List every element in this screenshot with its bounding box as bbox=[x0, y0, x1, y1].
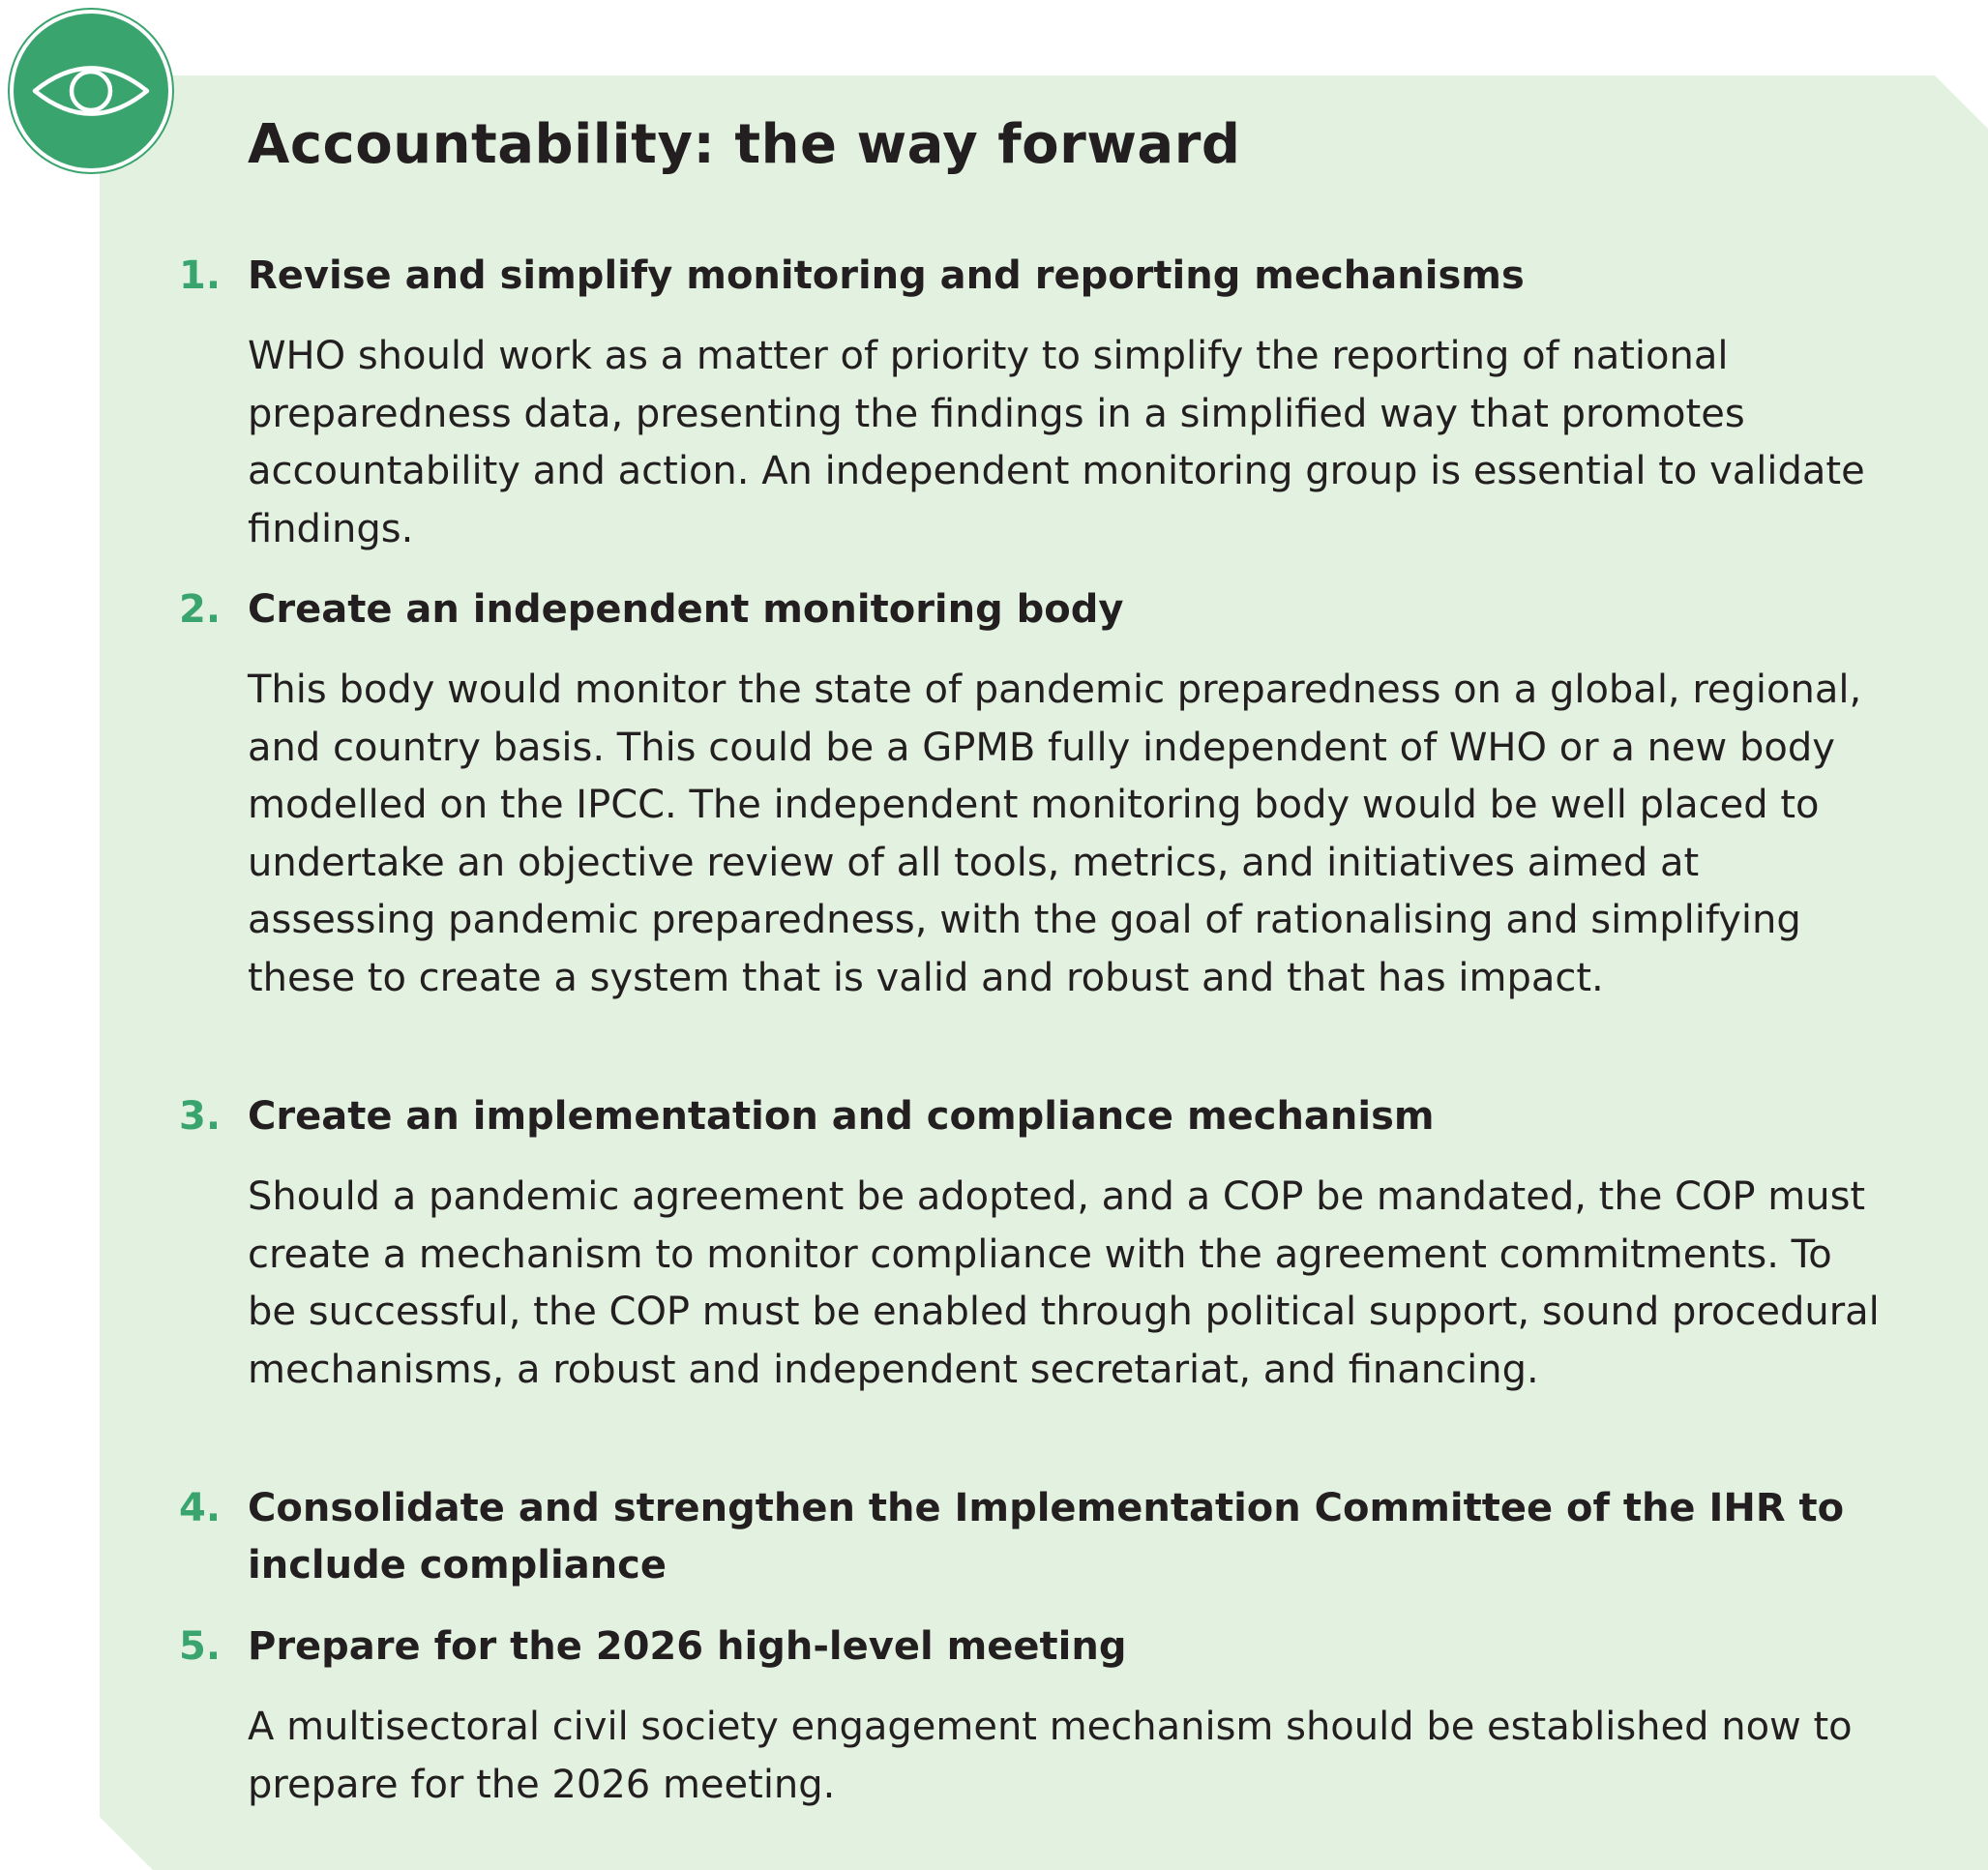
list-item-body bbox=[248, 662, 1892, 1007]
item-body-text: WHO should work as a matter of priority to simplify the reporting of national preparedness data, presenting the findings in a simplified way that promotes accountability and action. An independent monitoring group is essential to validate findings. bbox=[248, 334, 1865, 551]
list-item-heading bbox=[179, 581, 1920, 638]
item-number: 3. bbox=[179, 1094, 222, 1139]
item-number: 2. bbox=[179, 587, 222, 632]
item-body-text: Should a pandemic agreement be adopted, and a COP be mandated, the COP must create a mechanism to monitor compliance with the agreement commitments. To be successful, the COP must be enabled through political support, sound procedural mechanisms, a robust and independent secretariat, and financing. bbox=[248, 1174, 1880, 1392]
page-title: Accountability: the way forward bbox=[248, 113, 1241, 176]
list-item-heading bbox=[179, 1088, 1920, 1145]
list-item-heading bbox=[179, 1618, 1920, 1676]
item-title: Create an independent monitoring body bbox=[248, 587, 1124, 632]
list-item-heading bbox=[179, 248, 1920, 305]
list-item-heading bbox=[179, 1480, 1920, 1594]
item-title: Create an implementation and compliance mechanism bbox=[248, 1094, 1435, 1139]
list-item-body bbox=[248, 328, 1892, 558]
item-number: 4. bbox=[179, 1486, 222, 1530]
item-title: Consolidate and strengthen the Implementation Committee of the IHR to include compliance bbox=[248, 1486, 1845, 1588]
item-body-text: This body would monitor the state of pandemic preparedness on a global, regional, and country basis. This could be a GPMB fully independent of WHO or a new body modelled on the IPCC. The independent monitoring body would be well placed to undertake an objective review of all tools, metrics, and initiatives aimed at assessing pandemic preparedness, with the goal of rationalising and simplifying these to create a system that is valid and robust and that has impact. bbox=[248, 668, 1862, 1000]
item-title: Prepare for the 2026 high-level meeting bbox=[248, 1624, 1127, 1669]
list-item-body bbox=[248, 1169, 1892, 1399]
item-body-text: A multisectoral civil society engagement mechanism should be established now to prepare for the 2026 meeting. bbox=[248, 1705, 1853, 1807]
list-item-body bbox=[248, 1699, 1892, 1814]
item-number: 1. bbox=[179, 253, 222, 298]
eye-icon bbox=[31, 57, 151, 125]
item-title: Revise and simplify monitoring and reporting mechanisms bbox=[248, 253, 1525, 298]
item-number: 5. bbox=[179, 1624, 222, 1669]
badge-circle bbox=[14, 14, 168, 168]
badge bbox=[8, 8, 174, 174]
